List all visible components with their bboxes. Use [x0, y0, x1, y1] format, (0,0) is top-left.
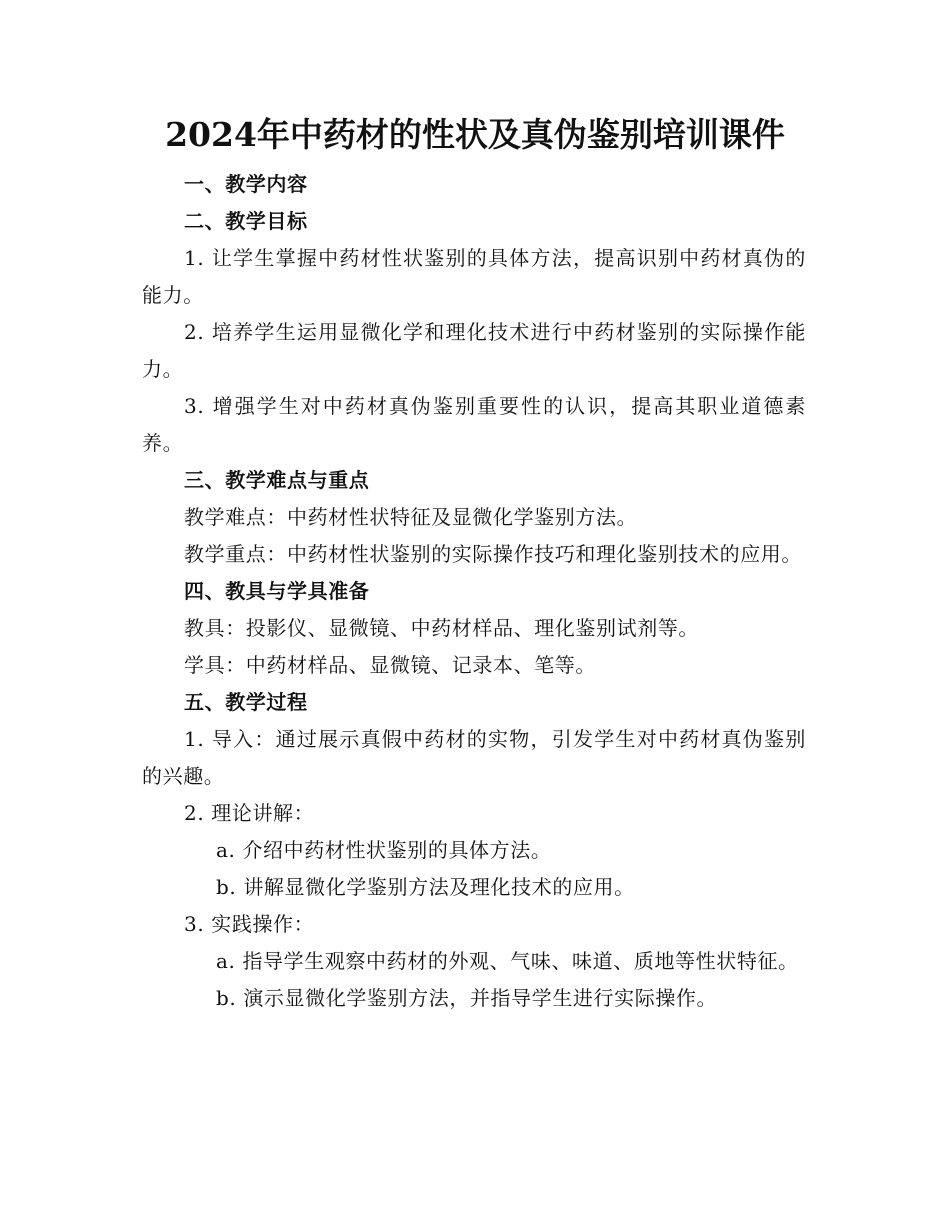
body-paragraph: 3. 实践操作： [184, 912, 315, 936]
body-paragraph: 教具：投影仪、显微镜、中药材样品、理化鉴别试剂等。 [184, 616, 699, 640]
body-paragraph: 1. 让学生掌握中药材性状鉴别的具体方法，提高识别中药材真伪的能力。 [142, 246, 806, 307]
document-body [142, 166, 806, 1017]
sub-item: b. 讲解显微化学鉴别方法及理化技术的应用。 [216, 875, 635, 899]
body-paragraph: 1. 导入：通过展示真假中药材的实物，引发学生对中药材真伪鉴别的兴趣。 [142, 727, 806, 788]
body-paragraph: 学具：中药材样品、显微镜、记录本、笔等。 [184, 653, 596, 677]
body-paragraph: 教学难点：中药材性状特征及显微化学鉴别方法。 [184, 505, 638, 529]
section-heading: 一、教学内容 [184, 172, 308, 196]
body-paragraph: 教学重点：中药材性状鉴别的实际操作技巧和理化鉴别技术的应用。 [184, 542, 802, 566]
section-heading: 四、教具与学具准备 [184, 579, 370, 603]
body-paragraph: 3. 增强学生对中药材真伪鉴别重要性的认识，提高其职业道德素养。 [142, 394, 806, 455]
section-heading: 三、教学难点与重点 [184, 468, 370, 492]
body-paragraph: 2. 培养学生运用显微化学和理化技术进行中药材鉴别的实际操作能力。 [142, 320, 806, 381]
section-heading: 二、教学目标 [184, 209, 308, 233]
page-title: 2024年中药材的性状及真伪鉴别培训课件 [165, 115, 785, 154]
section-heading: 五、教学过程 [184, 690, 308, 714]
body-paragraph: 2. 理论讲解： [184, 801, 315, 825]
sub-item: a. 介绍中药材性状鉴别的具体方法。 [216, 838, 552, 862]
sub-item: b. 演示显微化学鉴别方法，并指导学生进行实际操作。 [216, 986, 718, 1010]
sub-item: a. 指导学生观察中药材的外观、气味、味道、质地等性状特征。 [216, 949, 799, 973]
